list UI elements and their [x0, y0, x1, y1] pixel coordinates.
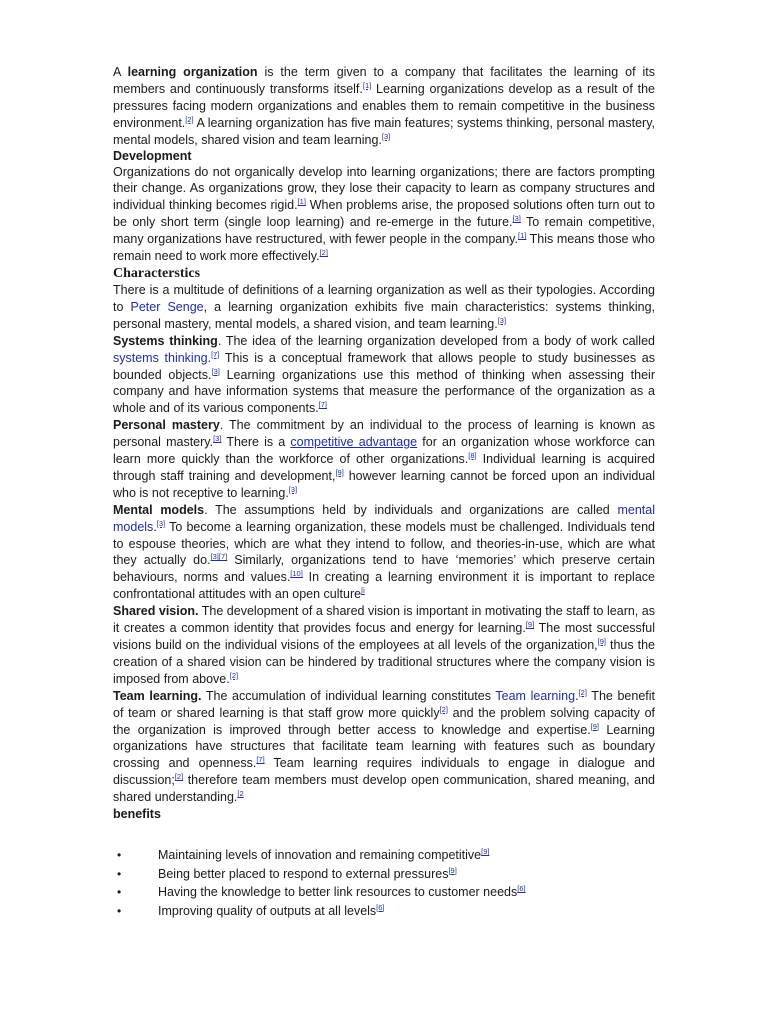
personal-mastery-paragraph [113, 417, 655, 502]
team-text: Learning organizations have structures that facilitate team learning with features such as boundary crossing and openness. [113, 722, 655, 771]
mastery-text: . The commitment by an individual to the process of learning is known as personal mastery. [113, 418, 655, 450]
citation-link[interactable]: [7] [318, 400, 328, 410]
citation-link[interactable]: [9] [590, 721, 600, 731]
characteristics-text: , a learning organization exhibits five main characteristics: systems thinking, personal mastery, mental models, a shared vision, and team learning. [113, 299, 655, 331]
bullet-icon: • [117, 903, 122, 918]
shared-vision-term: Shared vision. [113, 604, 199, 619]
citation-link[interactable]: [3] [156, 518, 166, 528]
systems-text: This is a conceptual framework that allows people to study businesses as bounded objects. [113, 350, 655, 382]
citation-link[interactable]: [1] [297, 197, 306, 207]
characteristics-paragraph [113, 282, 655, 333]
systems-text: . The idea of the learning organization developed from a body of work called [217, 333, 655, 348]
team-text: The benefit of team or shared learning is that staff grow more quickly [113, 688, 656, 720]
citation-link[interactable]: [1] [362, 80, 372, 90]
models-text: . [153, 519, 157, 534]
development-heading: Development [113, 148, 192, 163]
peter-senge-link[interactable]: Peter Senge [130, 299, 204, 314]
systems-thinking-term: Systems thinking [113, 333, 218, 348]
citation-link[interactable]: [9] [448, 865, 457, 875]
systems-text: . [207, 350, 212, 365]
mastery-text: Individual learning is acquired through staff training and development, [113, 452, 655, 483]
benefits-heading: benefits [113, 807, 161, 822]
intro-text: A learning organization has five main features; systems thinking, personal mastery, mental models, shared vision and team learning. [113, 115, 655, 147]
citation-link[interactable]: [1] [517, 231, 527, 241]
benefit-text: Improving quality of outputs at all levels [158, 903, 377, 918]
intro-term: learning organization [127, 65, 258, 79]
mental-models-term: Mental models [113, 502, 205, 517]
citation-link[interactable]: [2] [578, 687, 587, 697]
team-text: The accumulation of individual learning constitutes [201, 688, 496, 703]
list-item [113, 903, 655, 921]
vision-text: The development of a shared vision is important in motivating the staff to learn, as it creates a common identity that provides focus and energy for learning. [113, 604, 655, 636]
citation-link[interactable]: [i [361, 586, 365, 596]
development-text: To remain competitive, many organizations have restructured, with fewer people in the company. [113, 215, 656, 247]
team-text: and the problem solving capacity of the organization is improved through better access to knowledge and expertise. [113, 705, 656, 737]
citation-link[interactable]: [2] [174, 772, 184, 782]
development-text: Organizations do not organically develop into learning organizations; there are factors prompting their change. As organizations grow, they lose their capacity to learn as company structures and individual thinking becomes rigid. [113, 164, 655, 213]
competitive-advantage-link[interactable]: competitive advantage [290, 435, 418, 450]
citation-link[interactable]: [3] [381, 131, 391, 141]
models-text: Similarly, organizations tend to have ‘memories’ which preserve certain behaviours, norms and values. [113, 553, 655, 585]
systems-thinking-paragraph [113, 333, 655, 418]
intro-text: Learning organizations develop as a result of the pressures facing modern organizations and enables them to remain competitive in the business environment. [113, 81, 655, 130]
mental-models-link[interactable]: mental models [113, 502, 656, 534]
citation-link[interactable]: [3] [512, 214, 521, 224]
list-item [113, 884, 655, 902]
citation-link[interactable]: [7] [256, 755, 265, 765]
citation-link[interactable]: [7] [211, 349, 220, 359]
citation-link[interactable]: [9] [481, 847, 490, 857]
models-text: . The assumptions held by individuals and organizations are called [204, 502, 618, 517]
bullet-icon: • [117, 848, 122, 863]
team-text: . [575, 688, 579, 703]
models-text: To become a learning organization, these models must be challenged. Individuals tend to espouse theories, which are what they intend to follow, and theories-in-use, which are what they actually do. [113, 519, 655, 568]
mastery-text: however learning cannot be forced upon an individual who is not receptive to learning. [113, 468, 655, 500]
vision-text: thus the creation of a shared vision can be hindered by traditional structures where the company vision is imposed from above. [113, 638, 655, 686]
development-paragraph [113, 164, 655, 265]
citation-link[interactable]: [2] [439, 704, 448, 714]
team-learning-link[interactable]: Team learning [495, 688, 576, 703]
intro-paragraph [113, 64, 655, 149]
list-item [113, 866, 655, 884]
mastery-text: for an organization whose workforce can learn more quickly than the workforce of other organizations. [113, 435, 656, 467]
mental-models-paragraph [113, 502, 655, 603]
characteristics-heading: Characterstics [113, 265, 201, 281]
citation-link[interactable]: [9] [335, 467, 344, 477]
benefit-text: Having the knowledge to better link resources to customer needs [158, 885, 518, 900]
mastery-text: There is a [221, 435, 291, 450]
citation-link[interactable]: [10] [290, 569, 303, 579]
intro-text: is the term given to a company that facilitates the learning of its members and continuously transforms itself. [113, 65, 656, 96]
vision-text: The most successful visions build on the individual visions of the employees at all levels of the organization, [113, 621, 655, 652]
bullet-icon: • [117, 866, 122, 881]
citation-link[interactable]: [6] [517, 884, 526, 894]
team-text: therefore team members must develop open communication, shared meaning, and shared understanding. [113, 773, 655, 805]
citation-link[interactable]: [6] [376, 902, 385, 912]
development-text: When problems arise, the proposed solutions often turn out to be only short term (single loop learning) and re-emerge in the future. [113, 198, 655, 230]
systems-thinking-link[interactable]: systems thinking [113, 350, 208, 365]
benefits-list [113, 847, 655, 920]
team-learning-term: Team learning. [113, 688, 202, 703]
citation-link[interactable]: [3] [288, 484, 298, 494]
systems-text: Learning organizations use this method of thinking when assessing their company and have information systems that measure the performance of the organization as a whole and of its various components. [113, 367, 655, 416]
personal-mastery-term: Personal mastery [113, 418, 220, 433]
citation-link[interactable]: [3] [213, 434, 222, 444]
citation-link[interactable]: [2 [237, 789, 244, 799]
list-item [113, 847, 655, 865]
citation-link[interactable]: [2] [319, 248, 328, 258]
citation-link[interactable]: [2] [185, 114, 194, 124]
shared-vision-paragraph [113, 603, 655, 688]
team-text: Team learning requires individuals to engage in dialogue and discussion; [113, 756, 655, 788]
citation-link[interactable]: [8] [468, 451, 477, 461]
team-learning-paragraph [113, 688, 655, 806]
citation-link[interactable]: [3][7] [210, 552, 228, 562]
models-text: In creating a learning environment it is important to replace confrontational attitudes with an open culture [113, 570, 655, 602]
citation-link[interactable]: [3] [497, 315, 507, 325]
citation-link[interactable]: [9] [525, 620, 535, 630]
citation-link[interactable]: [3] [211, 366, 220, 376]
citation-link[interactable]: [2] [229, 670, 239, 680]
development-text: This means those who remain need to work more effectively. [113, 232, 656, 264]
benefit-text: Being better placed to respond to external pressures [158, 866, 449, 881]
characteristics-text: There is a multitude of definitions of a learning organization as well as their typologies. According to [113, 282, 655, 314]
bullet-icon: • [117, 885, 122, 900]
citation-link[interactable]: [9] [597, 637, 606, 646]
intro-text: A [113, 65, 128, 79]
document-body [113, 64, 655, 921]
benefit-text: Maintaining levels of innovation and remaining competitive [158, 848, 482, 863]
